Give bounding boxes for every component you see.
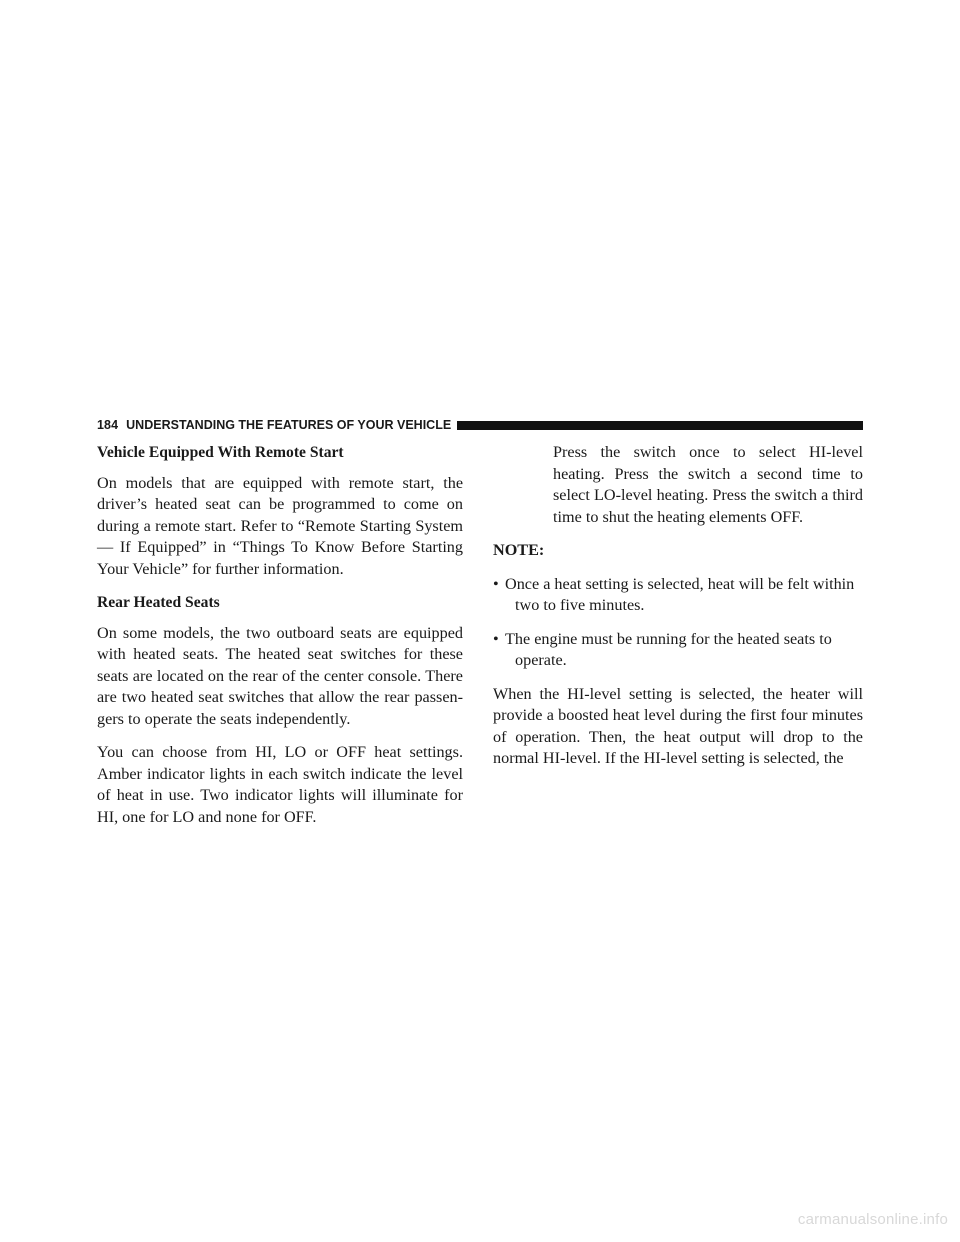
bullet-icon: • bbox=[493, 574, 499, 593]
paragraph-switch-instructions: Press the switch once to select HI-level heating. Press the switch a second time to select LO-level heating. Press the switch a third time to shut the heating elements OFF. bbox=[553, 443, 863, 526]
note-label: NOTE: bbox=[493, 541, 545, 559]
list-item bbox=[493, 574, 863, 617]
header-rule bbox=[457, 421, 863, 430]
watermark: carmanualsonline.info bbox=[797, 1211, 948, 1228]
paragraph-rear-seats: On some models, the two outboard seats are equipped with heated seats. The heated seat switches for these seats are located on the rear of the center console. There are two heated seat switches that allow the rear passen-gers to operate the seats independently. bbox=[97, 623, 463, 728]
heading-remote-start: Vehicle Equipped With Remote Start bbox=[97, 444, 344, 461]
right-column bbox=[493, 442, 863, 782]
page-header bbox=[97, 418, 863, 432]
page-number: 184 bbox=[97, 418, 119, 432]
bullet-text-first: Once a heat setting is selected, heat will be felt within bbox=[505, 574, 855, 593]
bullet-text-rest: operate. bbox=[515, 651, 567, 669]
bullet-text-first: The engine must be running for the heated seats to bbox=[505, 629, 832, 648]
left-column bbox=[97, 442, 463, 840]
paragraph-heat-settings: You can choose from HI, LO or OFF heat settings. Amber indicator lights in each switch indicate the level of heat in use. Two indicator lights will illuminate for HI, one for LO and none for OFF. bbox=[97, 743, 463, 826]
bullet-text-rest: two to five minutes. bbox=[515, 596, 645, 614]
paragraph-remote-start: On models that are equipped with remote start, the driver’s heated seat can be programmed to come on during a remote start. Refer to “Remote Starting System — If Equipped” in “Things To Know Before Starting Your Vehicle” for further information. bbox=[97, 473, 463, 578]
list-item bbox=[493, 629, 863, 672]
section-title: UNDERSTANDING THE FEATURES OF YOUR VEHICLE bbox=[126, 418, 452, 432]
heading-rear-heated-seats: Rear Heated Seats bbox=[97, 594, 220, 611]
paragraph-hi-level: When the HI-level setting is selected, the heater will provide a boosted heat level during the first four minutes of operation. Then, the heat output will drop to the normal HI-level. If the HI-level setting is selected, the bbox=[493, 684, 863, 767]
bullet-icon: • bbox=[493, 629, 499, 648]
